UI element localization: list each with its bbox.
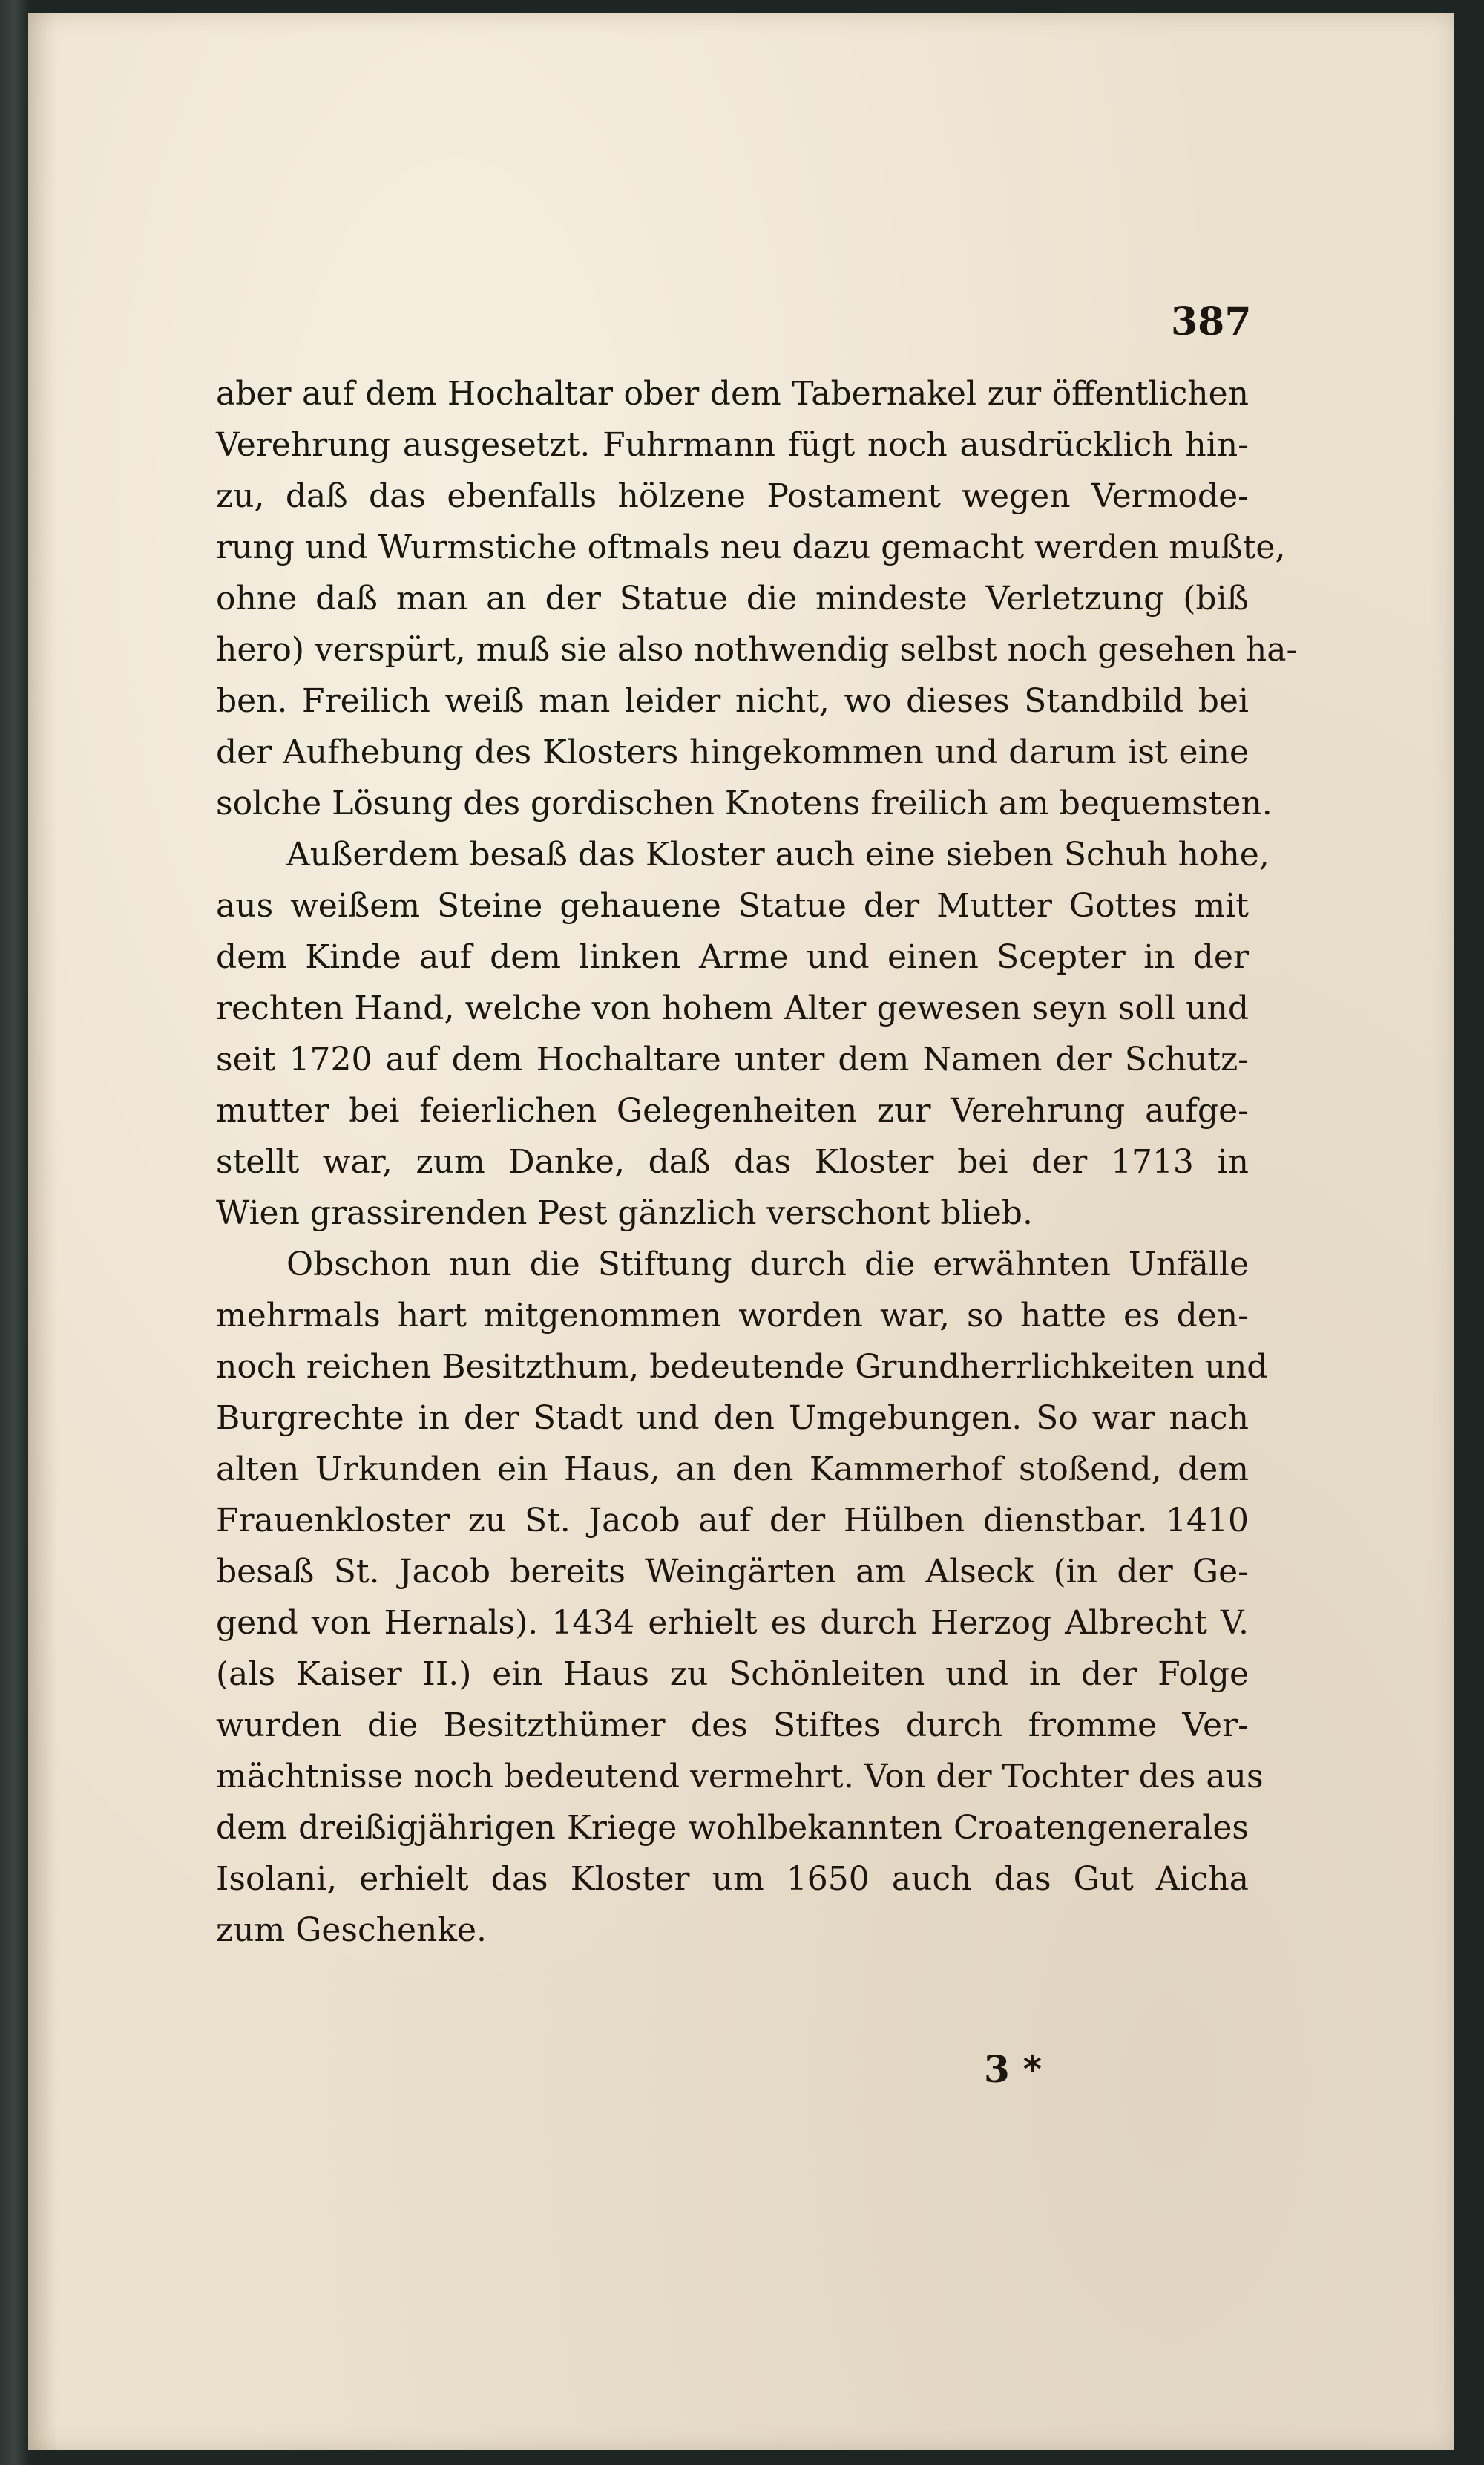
text-line: aus weißem Steine gehauene Statue der Mutter Gottes mit (216, 887, 1249, 925)
text-line: Isolani, erhielt das Kloster um 1650 auch das Gut Aicha (216, 1860, 1249, 1898)
text-line: alten Urkunden ein Haus, an den Kammerhof stoßend, dem (216, 1450, 1249, 1488)
book-page (28, 13, 1454, 2450)
text-line: dem Kinde auf dem linken Arme und einen Scepter in der (216, 938, 1249, 976)
text-line: Verehrung ausgesetzt. Fuhrmann fügt noch ausdrücklich hin- (216, 426, 1249, 464)
text-line: hero) verspürt, muß sie also nothwendig selbst noch gesehen ha- (216, 631, 1298, 669)
text-line: Burgrechte in der Stadt und den Umgebungen. So war nach (216, 1399, 1249, 1437)
text-line: noch reichen Besitzthum, bedeutende Grundherrlichkeiten und (216, 1348, 1268, 1386)
text-line: ohne daß man an der Statue die mindeste Verletzung (biß (216, 580, 1249, 618)
signature-mark: 3 * (984, 2047, 1043, 2091)
text-line: rung und Wurmstiche oftmals neu dazu gemacht werden mußte, (216, 528, 1286, 566)
text-line: Außerdem besaß das Kloster auch eine sieben Schuh hohe, (286, 836, 1270, 874)
text-line: mächtnisse noch bedeutend vermehrt. Von der Tochter des aus (216, 1758, 1264, 1795)
text-line: der Aufhebung des Klosters hingekommen und darum ist eine (216, 733, 1249, 771)
text-line: stellt war, zum Danke, daß das Kloster bei der 1713 in (216, 1143, 1249, 1181)
text-line: gend von Hernals). 1434 erhielt es durch Herzog Albrecht V. (216, 1604, 1249, 1642)
text-line: Obschon nun die Stiftung durch die erwähnten Unfälle (286, 1245, 1249, 1283)
text-line: Wien grassirenden Pest gänzlich verschont blieb. (216, 1194, 1033, 1232)
text-line: wurden die Besitzthümer des Stiftes durch fromme Ver- (216, 1706, 1249, 1744)
text-line: mutter bei feierlichen Gelegenheiten zur Verehrung aufge- (216, 1092, 1249, 1130)
text-line: seit 1720 auf dem Hochaltare unter dem Namen der Schutz- (216, 1041, 1249, 1078)
body-text (216, 368, 1298, 1956)
text-line: zu, daß das ebenfalls hölzene Postament wegen Vermode- (216, 477, 1249, 515)
paragraph-2 (216, 829, 1270, 1239)
text-line: besaß St. Jacob bereits Weingärten am Alseck (in der Ge- (216, 1553, 1249, 1591)
paragraph-3 (216, 1239, 1268, 1956)
paragraph-1 (216, 368, 1298, 829)
text-line: rechten Hand, welche von hohem Alter gewesen seyn soll und (216, 989, 1249, 1027)
text-line: dem dreißigjährigen Kriege wohlbekannten Croatengenerales (216, 1809, 1249, 1847)
text-line: zum Geschenke. (216, 1911, 487, 1949)
text-line: mehrmals hart mitgenommen worden war, so hatte es den- (216, 1297, 1249, 1335)
text-line: solche Lösung des gordischen Knotens freilich am bequemsten. (216, 785, 1273, 822)
text-line: Frauenkloster zu St. Jacob auf der Hülben dienstbar. 1410 (216, 1502, 1249, 1539)
text-line: ben. Freilich weiß man leider nicht, wo dieses Standbild bei (216, 682, 1249, 720)
page-number: 387 (1171, 299, 1252, 344)
text-line: (als Kaiser II.) ein Haus zu Schönleiten und in der Folge (216, 1655, 1249, 1693)
text-line: aber auf dem Hochaltar ober dem Tabernakel zur öffentlichen (216, 375, 1249, 413)
